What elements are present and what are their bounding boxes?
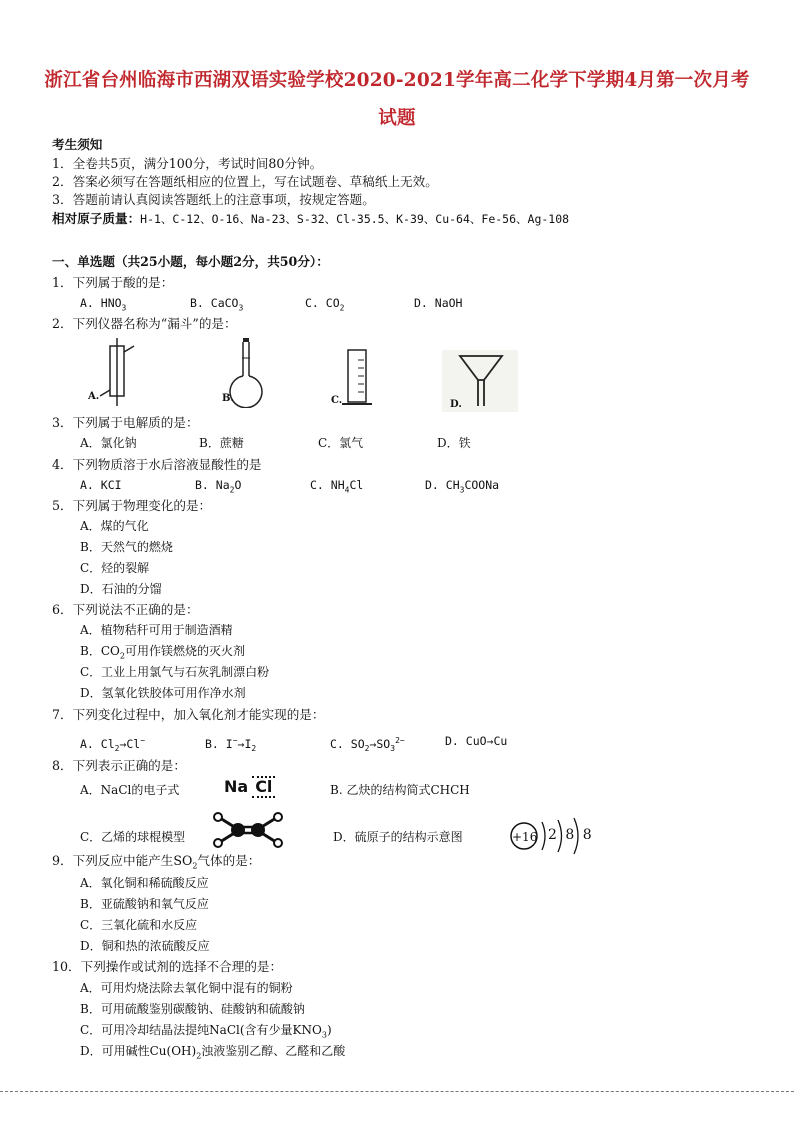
- q5-option-d: D．石油的分馏: [80, 582, 162, 596]
- q1-option-b: B. CaCO$_3$: [190, 296, 244, 313]
- q3-option-d: D．铁: [437, 436, 471, 450]
- notice-item: 1．全卷共5页，满分100分，考试时间80分钟。: [52, 156, 323, 171]
- q3-option-c: C．氯气: [318, 436, 364, 450]
- notice-item: 2．答案必须写在答题纸相应的位置上，写在试题卷、草稿纸上无效。: [52, 174, 438, 189]
- q2-option-a-label: A.: [88, 391, 100, 402]
- question-5-stem: 5．下列属于物理变化的是：: [52, 498, 212, 513]
- q6-option-c: C．工业上用氯气与石灰乳制漂白粉: [80, 665, 270, 679]
- question-7-stem: 7．下列变化过程中，加入氧化剂才能实现的是：: [52, 707, 325, 722]
- exam-title: 浙江省台州临海市西湖双语实验学校2020-2021学年高二化学下学期4月第一次月考: [44, 70, 750, 91]
- q7-option-c: C. $SO_2\to SO_3^{2-}$: [330, 736, 405, 754]
- q9-option-c: C．三氧化硫和水反应: [80, 918, 198, 932]
- question-6-stem: 6．下列说法不正确的是：: [52, 602, 199, 617]
- ethylene-ball-stick-model: [212, 812, 284, 848]
- q10-option-d: D．可用碱性$Cu(OH)_2$浊液鉴别乙醇、乙醛和乙酸: [80, 1044, 346, 1061]
- graduated-cylinder-image: [338, 348, 378, 410]
- question-4-stem: 4．下列物质溶于水后溶液显酸性的是: [52, 457, 262, 472]
- atomic-mass-label: 相对原子质量：: [52, 211, 141, 226]
- q4-option-b: B. $Na_2O$: [195, 478, 242, 495]
- q3-option-b: B．蔗糖: [199, 436, 244, 450]
- q1-option-a: A. $HNO_3$: [80, 296, 127, 313]
- question-9-stem: 9．下列反应中能产生$SO_2$气体的是：: [52, 853, 261, 871]
- q8-option-d: D．硫原子的结构示意图: [333, 830, 463, 844]
- question-8-stem: 8．下列表示正确的是：: [52, 758, 186, 773]
- q5-option-c: C．烃的裂解: [80, 561, 150, 575]
- q1-option-c: C. $CO_2$: [305, 296, 345, 313]
- q10-option-c: C．可用冷却结晶法提纯NaCl(含有少量$KNO_3$): [80, 1023, 332, 1040]
- q4-option-a: A. KCI: [80, 478, 122, 492]
- atomic-mass-values: H-1、C-12、O-16、Na-23、S-32、Cl-35.5、K-39、Cu-64、Fe-56、Ag-108: [140, 212, 570, 226]
- q1-option-d: D. NaOH: [414, 296, 463, 310]
- question-2-stem: 2．下列仪器名称为“漏斗”的是：: [52, 316, 237, 331]
- section-heading: 一、单选题（共25小题，每小题2分，共50分）：: [52, 254, 329, 269]
- atomic-mass-line: [52, 210, 569, 228]
- q5-option-b: B．天然气的燃烧: [80, 540, 173, 554]
- q2-option-b-label: B.: [222, 393, 234, 404]
- q3-option-a: A．氯化钠: [80, 436, 137, 450]
- exam-title-line2: 试题: [378, 108, 416, 129]
- q8-option-c: C．乙烯的球棍模型: [80, 830, 186, 844]
- q10-option-a: A．可用灼烧法除去氧化铜中混有的铜粉: [80, 981, 293, 995]
- question-1-stem: 1．下列属于酸的是：: [52, 275, 174, 290]
- q4-option-d: D. $CH_3COONa$: [425, 478, 500, 495]
- q6-option-a: A．植物秸秆可用于制造酒精: [80, 623, 233, 637]
- q9-option-a: A．氧化铜和稀硫酸反应: [80, 876, 209, 890]
- q5-option-a: A．煤的气化: [80, 519, 149, 533]
- sulfur-electron-shells: 2 8 8: [548, 827, 594, 843]
- q4-option-c: C. $NH_4Cl$: [310, 478, 364, 495]
- q6-option-b: B．$CO_2$可用作镁燃烧的灭火剂: [80, 644, 245, 661]
- sulfur-nucleus-charge: +16: [512, 830, 538, 844]
- q2-option-d-label: D.: [450, 399, 462, 410]
- q7-option-b: B. $I^-\to I_2$: [205, 736, 257, 754]
- q10-option-b: B．可用硫酸鉴别碳酸钠、硅酸钠和硫酸钠: [80, 1002, 305, 1016]
- q9-option-d: D．铜和热的浓硫酸反应: [80, 939, 210, 953]
- page-divider: [0, 1091, 794, 1092]
- q2-option-c-label: C.: [331, 395, 343, 406]
- q7-option-d: D. CuO→Cu: [445, 734, 508, 748]
- q9-option-b: B．亚硫酸钠和氧气反应: [80, 897, 209, 911]
- question-3-stem: 3．下列属于电解质的是：: [52, 415, 199, 430]
- nacl-electron-formula: Na Cl: [224, 776, 275, 798]
- q6-option-d: D．氢氧化铁胶体可用作净水剂: [80, 686, 246, 700]
- question-10-stem: 10．下列操作或试剂的选择不合理的是：: [52, 959, 283, 974]
- q7-option-a: A. $Cl_2\to Cl^-$: [80, 736, 146, 754]
- q8-option-b: B. 乙炔的结构简式CHCH: [330, 783, 470, 797]
- notice-item: 3．答题前请认真阅读答题纸上的注意事项，按规定答题。: [52, 192, 375, 207]
- notice-heading: 考生须知: [52, 137, 103, 152]
- q8-option-a: A．NaCl的电子式: [80, 783, 180, 797]
